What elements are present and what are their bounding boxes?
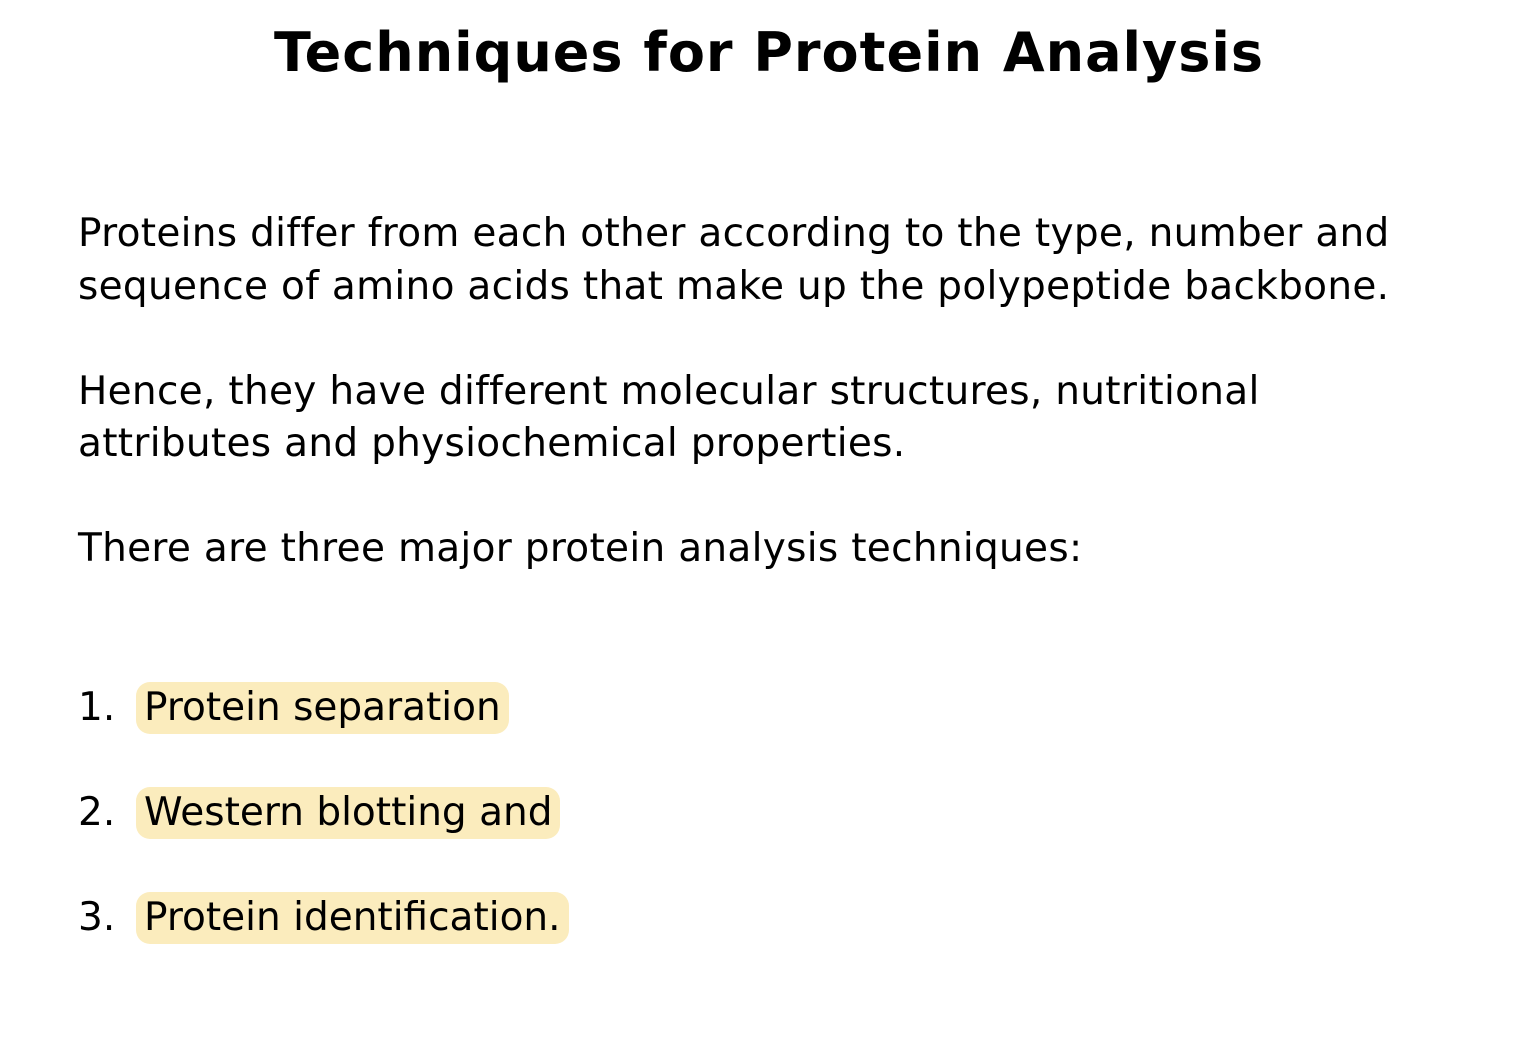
list-item-label-highlighted: Protein separation (136, 682, 509, 734)
slide-body (78, 208, 1458, 628)
list-item (78, 682, 569, 787)
paragraph-protein-differences: Proteins differ from each other according to the type, number and sequence of amino acids that make up the polypeptide backbone. (78, 211, 1390, 309)
list-item (78, 787, 569, 892)
slide-title: Techniques for Protein Analysis (273, 21, 1265, 84)
list-item-label-highlighted: Western blotting and (136, 787, 560, 839)
techniques-list (78, 682, 569, 997)
list-item-label-highlighted: Protein identification. (136, 892, 569, 944)
list-item-number: 1. (78, 685, 116, 730)
list-item-number: 2. (78, 790, 116, 835)
list-item (78, 892, 569, 997)
list-item-number: 3. (78, 895, 116, 940)
paragraph-techniques-intro: There are three major protein analysis techniques: (78, 526, 1083, 571)
paragraph-properties: Hence, they have different molecular structures, nutritional attributes and physiochemical properties. (78, 368, 1260, 466)
